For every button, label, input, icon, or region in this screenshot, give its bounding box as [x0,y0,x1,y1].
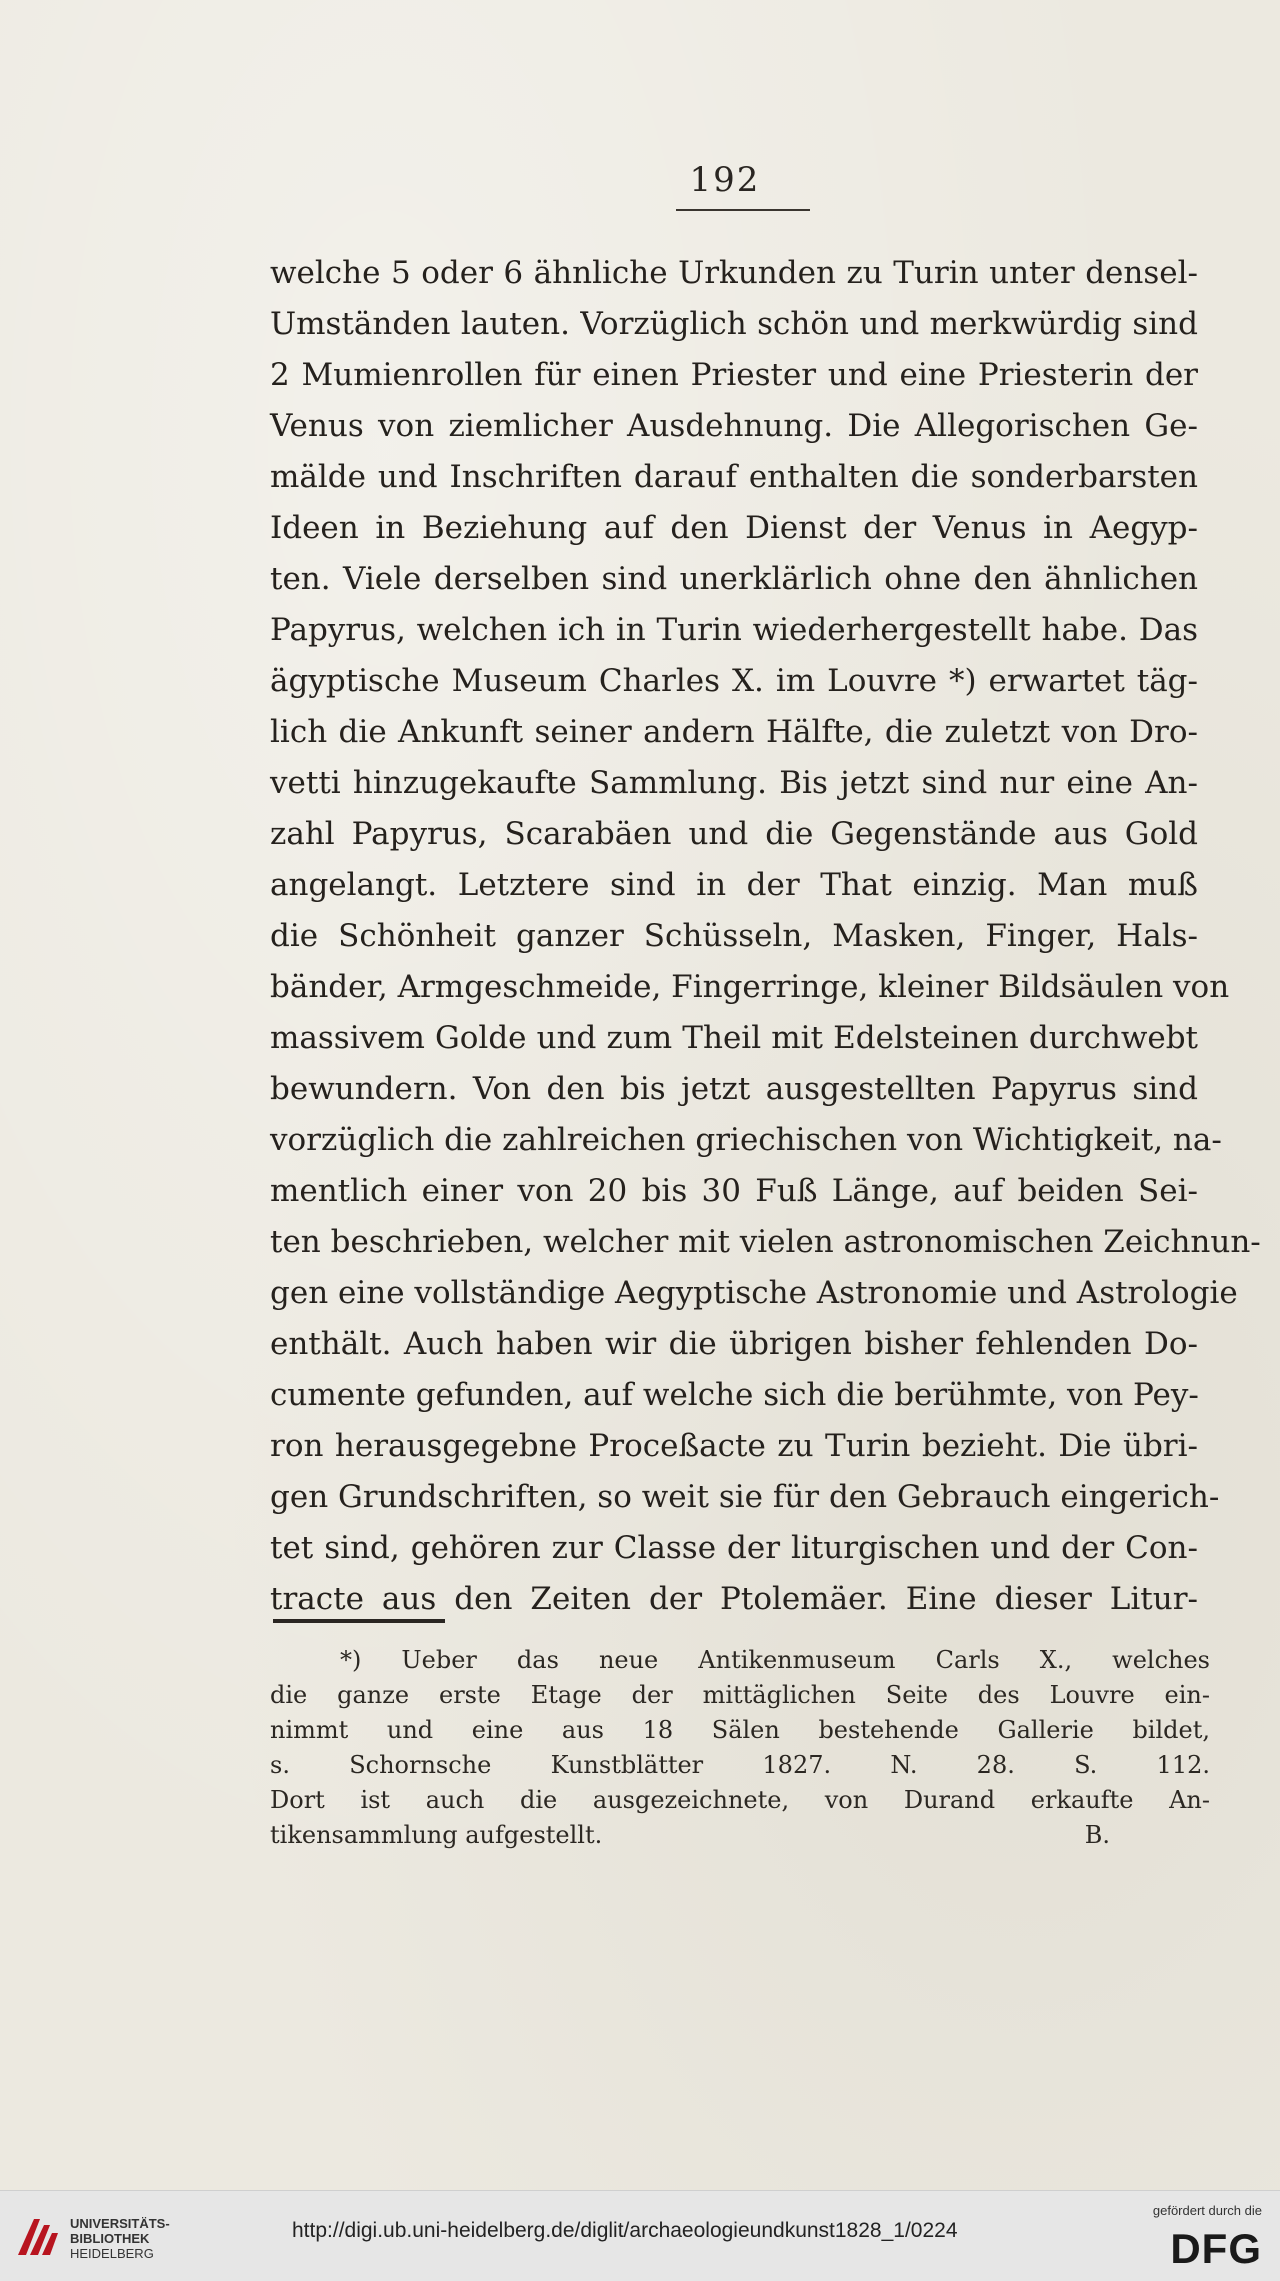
text-line: die Schönheit ganzer Schüsseln, Masken, Finger, Hals- [270,918,1198,954]
permalink-url[interactable]: http://digi.ub.uni-heidelberg.de/diglit/archaeologieundkunst1828_1/0224 [292,2219,958,2242]
footnote-line: nimmt und eine aus 18 Sälen bestehende Gallerie bildet, [270,1716,1210,1744]
text-line: vorzüglich die zahlreichen griechischen von Wichtigkeit, na- [270,1122,1222,1158]
text-line: tracte aus den Zeiten der Ptolemäer. Eine dieser Litur- [270,1581,1198,1617]
text-line: Venus von ziemlicher Ausdehnung. Die Allegorischen Ge- [270,408,1198,444]
text-line: Ideen in Beziehung auf den Dienst der Venus in Aegyp- [270,510,1198,546]
footer-bar [0,2190,1280,2281]
text-line: Papyrus, welchen ich in Turin wiederhergestellt habe. Das [270,612,1198,648]
text-line: gen eine vollständige Aegyptische Astronomie und Astrologie [270,1275,1238,1311]
text-line: enthält. Auch haben wir die übrigen bisher fehlenden Do- [270,1326,1198,1362]
text-line: lich die Ankunft seiner andern Hälfte, die zuletzt von Dro- [270,714,1198,750]
text-line: massivem Golde und zum Theil mit Edelsteinen durchwebt [270,1020,1198,1056]
text-line: bewundern. Von den bis jetzt ausgestellten Papyrus sind [270,1071,1198,1107]
body-text [270,248,1261,1625]
text-line: tet sind, gehören zur Classe der liturgischen und der Con- [270,1530,1198,1566]
dfg-logo: DFG [1170,2225,1262,2272]
text-line: ägyptische Museum Charles X. im Louvre *) erwartet täg- [270,663,1198,699]
text-line: bänder, Armgeschmeide, Fingerringe, kleiner Bildsäulen von [270,969,1230,1005]
text-line: cumente gefunden, auf welche sich die berühmte, von Pey- [270,1377,1199,1413]
text-line: 2 Mumienrollen für einen Priester und eine Priesterin der [270,357,1198,393]
footnote-last-line [270,1818,1210,1853]
text-line: ten beschrieben, welcher mit vielen astronomischen Zeichnun- [270,1224,1261,1260]
footnote-line: *) Ueber das neue Antikenmuseum Carls X., welches [340,1646,1210,1674]
library-name-line: HEIDELBERG [70,2246,154,2261]
text-line: mentlich einer von 20 bis 30 Fuß Länge, auf beiden Sei- [270,1173,1198,1209]
page-number-rule [676,209,810,211]
footnote [270,1643,1210,1853]
text-line: welche 5 oder 6 ähnliche Urkunden zu Turin unter densel- [270,255,1198,291]
footnote-line: Dort ist auch die ausgezeichnete, von Durand erkaufte An- [270,1786,1210,1814]
footnote-rule [273,1619,445,1623]
library-name-line: UNIVERSITÄTS- [70,2216,170,2231]
footnote-line: die ganze erste Etage der mittäglichen Seite des Louvre ein- [270,1681,1210,1709]
page-number: 192 [689,160,761,200]
text-line: ten. Viele derselben sind unerklärlich ohne den ähnlichen [270,561,1198,597]
footnote-line: s. Schornsche Kunstblätter 1827. N. 28. S. 112. [270,1751,1210,1779]
library-name [70,2216,170,2261]
footnote-signature: B. [1084,1821,1110,1849]
text-line: vetti hinzugekaufte Sammlung. Bis jetzt sind nur eine An- [270,765,1198,801]
text-line: gen Grundschriften, so weit sie für den Gebrauch eingerich- [270,1479,1220,1515]
text-line: ron herausgegebne Proceßacte zu Turin bezieht. Die übri- [270,1428,1198,1464]
text-line: mälde und Inschriften darauf enthalten die sonderbarsten [270,459,1198,495]
university-library-logo-icon [14,2213,60,2259]
text-line: zahl Papyrus, Scarabäen und die Gegenstände aus Gold [270,816,1198,852]
text-line: angelangt. Letztere sind in der That einzig. Man muß [270,867,1198,903]
text-line: Umständen lauten. Vorzüglich schön und merkwürdig sind [270,306,1198,342]
funding-label: gefördert durch die [1152,2203,1262,2218]
library-name-line: BIBLIOTHEK [70,2231,150,2246]
footnote-line: tikensammlung aufgestellt. [270,1821,603,1849]
